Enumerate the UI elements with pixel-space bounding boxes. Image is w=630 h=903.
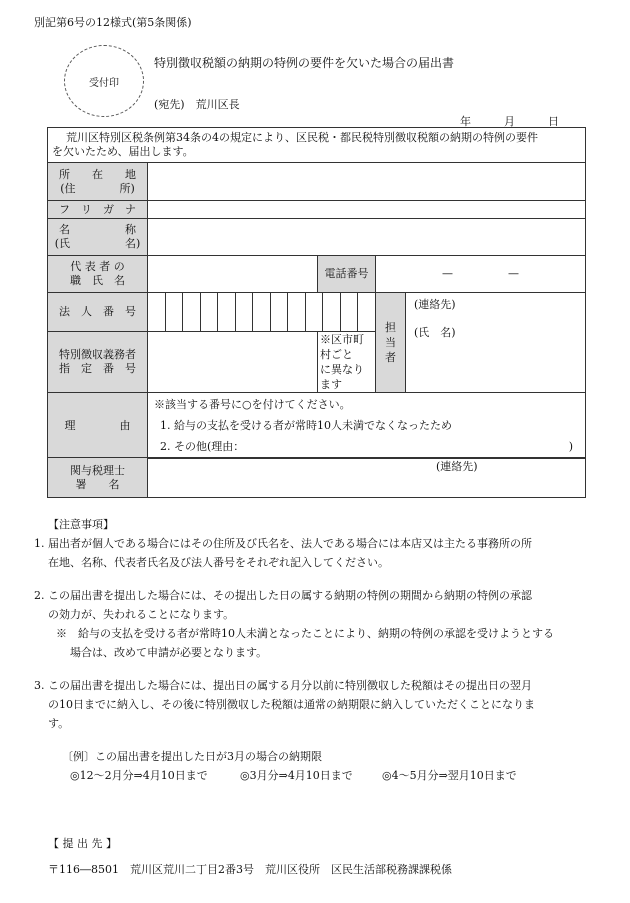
corporate-number-label: 法 人 番 号 (48, 293, 148, 332)
withholder-designation-field[interactable] (148, 332, 318, 393)
withholder-label-line1: 特別徴収義務者 (59, 348, 136, 361)
notification-form-table (47, 127, 586, 459)
reason-field (148, 393, 586, 459)
example-title: 〔例〕この届出書を提出した日が3月の場合の納期限 (62, 750, 322, 763)
digit-box[interactable] (306, 293, 324, 331)
digit-box[interactable] (341, 293, 359, 331)
representative-label-line2: 職 氏 名 (70, 274, 125, 287)
intro-text-line2: を欠いたため、届出します。 (52, 145, 194, 158)
municipal-note-line2: に異なります (320, 363, 364, 391)
address-label-line2: (住 所) (60, 181, 135, 195)
date-line: 年 月 日 (460, 115, 559, 128)
addressee: (宛先) 荒川区長 (154, 98, 240, 111)
note-1-line1: 1. 届出者が個人である場合にはその住所及び氏名を、法人である場合には本店又は主たる事務所の所 (34, 537, 532, 550)
address-label (48, 163, 148, 201)
furigana-field[interactable] (148, 201, 586, 219)
digit-box[interactable] (253, 293, 271, 331)
digit-box[interactable] (288, 293, 306, 331)
form-number: 別記第6号の12様式(第5条関係) (34, 16, 192, 29)
tax-accountant-field[interactable] (148, 458, 586, 498)
note-2-line1: 2. この届出書を提出した場合には、その提出した日の属する納期の特例の期間から納期の特例の承認 (34, 589, 532, 602)
tax-accountant-label-line1: 関与税理士 (70, 463, 125, 477)
representative-label-line1: 代 表 者 の (70, 260, 125, 273)
contact-name: (氏 名) (414, 326, 456, 339)
example-item-1: ◎12～2月分⇒4月10日まで (70, 769, 208, 782)
digit-box[interactable] (323, 293, 341, 331)
stamp-label: 受付印 (89, 77, 119, 89)
name-field[interactable] (148, 219, 586, 256)
tax-accountant-label-line2: 署 名 (75, 477, 120, 491)
representative-label (48, 256, 148, 293)
tax-accountant-contact: (連絡先) (436, 460, 478, 473)
note-3-line1: 3. この届出書を提出した場合には、提出日の属する月分以前に特別徴収した税額はその提出日の翌月 (34, 679, 532, 692)
contact-note: (連絡先) (414, 298, 456, 311)
digit-box[interactable] (218, 293, 236, 331)
reception-stamp-circle (64, 45, 144, 117)
municipal-note-line1: ※区市町村ごと (320, 333, 364, 361)
reason-label: 理 由 (48, 393, 148, 459)
tax-accountant-table (47, 457, 586, 498)
example-item-2: ◎3月分⇒4月10日まで (240, 769, 353, 782)
municipal-note (318, 332, 376, 393)
submission-address: 〒116―8501 荒川区荒川二丁目2番3号 荒川区役所 区民生活部税務課課税係 (48, 863, 452, 876)
note-2-line3: ※ 給与の支払を受ける者が常時10人未満となったことにより、納期の特例の承認を受けようとする (56, 627, 554, 640)
name-label-line1: 名 称 (59, 223, 136, 236)
reason-instruction: ※該当する番号に○を付けてください。 (154, 398, 351, 411)
withholder-label-line2: 指 定 番 号 (59, 362, 136, 375)
example-list (34, 766, 594, 785)
notes-heading: 【注意事項】 (48, 518, 114, 531)
intro-cell (48, 128, 586, 163)
corporate-number-field[interactable] (148, 293, 376, 332)
address-label-line1: 所 在 地 (59, 167, 136, 181)
tax-accountant-label (48, 458, 148, 498)
document-title: 特別徴収税額の納期の特例の要件を欠いた場合の届出書 (154, 56, 455, 70)
note-3-line2: の10日までに納入し、その後に特別徴収した税額は通常の納期限に納入していただくことになりま (48, 698, 535, 711)
intro-text-line1: 荒川区特別区税条例第34条の4の規定により、区民税・都民税特別徴収税額の納期の特例の要件 (66, 131, 538, 144)
digit-box[interactable] (148, 293, 166, 331)
note-3-line3: す。 (48, 717, 70, 730)
note-2-line2: の効力が、失われることになります。 (48, 608, 235, 621)
withholder-designation-label (48, 332, 148, 393)
digit-box[interactable] (183, 293, 201, 331)
notes-section (34, 515, 594, 785)
representative-field[interactable] (148, 256, 318, 293)
furigana-label: フ リ ガ ナ (48, 201, 148, 219)
digit-box[interactable] (201, 293, 219, 331)
submission-heading: 【 提 出 先 】 (48, 837, 117, 850)
name-label (48, 219, 148, 256)
note-1-line2: 在地、名称、代表者氏名及び法人番号をそれぞれ記入してください。 (48, 556, 389, 569)
digit-box[interactable] (236, 293, 254, 331)
contact-person-label: 担当者 (376, 293, 406, 393)
example-item-3: ◎4～5月分⇒翌月10日まで (382, 769, 517, 782)
phone-field[interactable]: — — (376, 256, 586, 293)
reason-option-2-label: 2. その他(理由： (160, 440, 245, 453)
reason-option-2-close: ) (568, 440, 573, 453)
reason-option-2[interactable] (154, 436, 581, 457)
digit-box[interactable] (166, 293, 184, 331)
reason-option-1[interactable]: 1. 給与の支払を受ける者が常時10人未満でなくなったため (160, 419, 452, 432)
name-label-line2: (氏 名) (54, 237, 141, 250)
digit-box[interactable] (271, 293, 289, 331)
address-field[interactable] (148, 163, 586, 201)
note-2-line4: 場合は、改めて申請が必要となります。 (70, 646, 268, 659)
phone-label: 電話番号 (318, 256, 376, 293)
contact-person-field[interactable] (406, 293, 586, 393)
digit-box[interactable] (358, 293, 375, 331)
